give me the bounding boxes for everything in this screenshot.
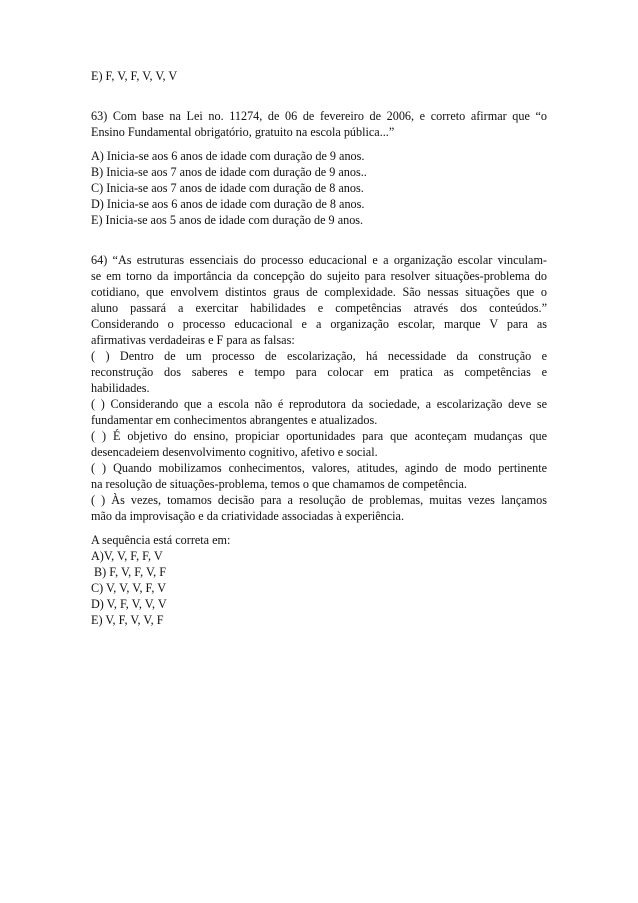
- q64-statement-5: ( ) Às vezes, tomamos decisão para a resolução de problemas, muitas vezes lançamos: [91, 493, 547, 507]
- q64-statement-1: ( ) Dentro de um processo de escolarização, há necessidade da construção e: [91, 349, 547, 363]
- q64-statement-3: ( ) É objetivo do ensino, propiciar oportunidades para que aconteçam mudanças que: [91, 429, 547, 443]
- q63-option-e: E) Inicia-se aos 5 anos de idade com duração de 9 anos.: [91, 213, 364, 227]
- q64-instruction-line: afirmativas verdadeiras e F para as falsas:: [91, 333, 295, 347]
- q64-option-c: C) V, V, V, F, V: [91, 581, 167, 595]
- question-63: [91, 108, 547, 228]
- q63-option-d: D) Inicia-se aos 6 anos de idade com duração de 8 anos.: [91, 197, 365, 211]
- q64-quote-line: aluno passará a exercitar habilidades e competências através dos conteúdos.”: [91, 301, 547, 315]
- q64-statement-1: reconstrução dos saberes e tempo para colocar em pratica as competências e: [91, 365, 547, 379]
- document-body: [91, 68, 547, 628]
- q64-statement-1: habilidades.: [91, 381, 150, 395]
- q64-quote-line: cotidiano, que envolvem distintos graus de complexidade. São nessas situações que o: [91, 285, 547, 299]
- q64-quote-line: se em torno da importância da concepção do sujeito para resolver situações-problema do: [91, 269, 547, 283]
- q64-option-e: E) V, F, V, V, F: [91, 613, 164, 627]
- q64-statement-2: fundamentar em conhecimentos abrangentes e atualizados.: [91, 413, 378, 427]
- previous-answer: E) F, V, F, V, V, V: [91, 69, 178, 83]
- q63-option-c: C) Inicia-se aos 7 anos de idade com duração de 8 anos.: [91, 181, 364, 195]
- q64-statement-2: ( ) Considerando que a escola não é reprodutora da sociedade, a escolarização deve se: [91, 397, 547, 411]
- q64-option-d: D) V, F, V, V, V: [91, 597, 167, 611]
- q64-statement-3: desencadeiem desenvolvimento cognitivo, afetivo e social.: [91, 445, 378, 459]
- q64-answer-prompt: A sequência está correta em:: [91, 533, 231, 547]
- q64-statement-4: ( ) Quando mobilizamos conhecimentos, valores, atitudes, agindo de modo pertinente: [91, 461, 547, 475]
- q63-stem-line: 63) Com base na Lei no. 11274, de 06 de fevereiro de 2006, e correto afirmar que “o: [91, 109, 547, 123]
- q63-option-a: A) Inicia-se aos 6 anos de idade com duração de 9 anos.: [91, 149, 365, 163]
- q64-statement-5: mão da improvisação e da criatividade associadas à experiência.: [91, 509, 405, 523]
- q63-option-b: B) Inicia-se aos 7 anos de idade com duração de 9 anos..: [91, 165, 367, 179]
- q64-option-b: B) F, V, F, V, F: [91, 565, 167, 579]
- q64-statement-4: na resolução de situações-problema, temos o que chamamos de competência.: [91, 477, 467, 491]
- q64-instruction-line: Considerando o processo educacional e a organização escolar, marque V para as: [91, 317, 547, 331]
- q64-quote-line: 64) “As estruturas essenciais do processo educacional e a organização escolar vinculam-: [91, 253, 547, 267]
- q63-stem-line: Ensino Fundamental obrigatório, gratuito na escola pública...”: [91, 125, 395, 139]
- question-64: [91, 252, 547, 628]
- q64-option-a: A)V, V, F, F, V: [91, 549, 163, 563]
